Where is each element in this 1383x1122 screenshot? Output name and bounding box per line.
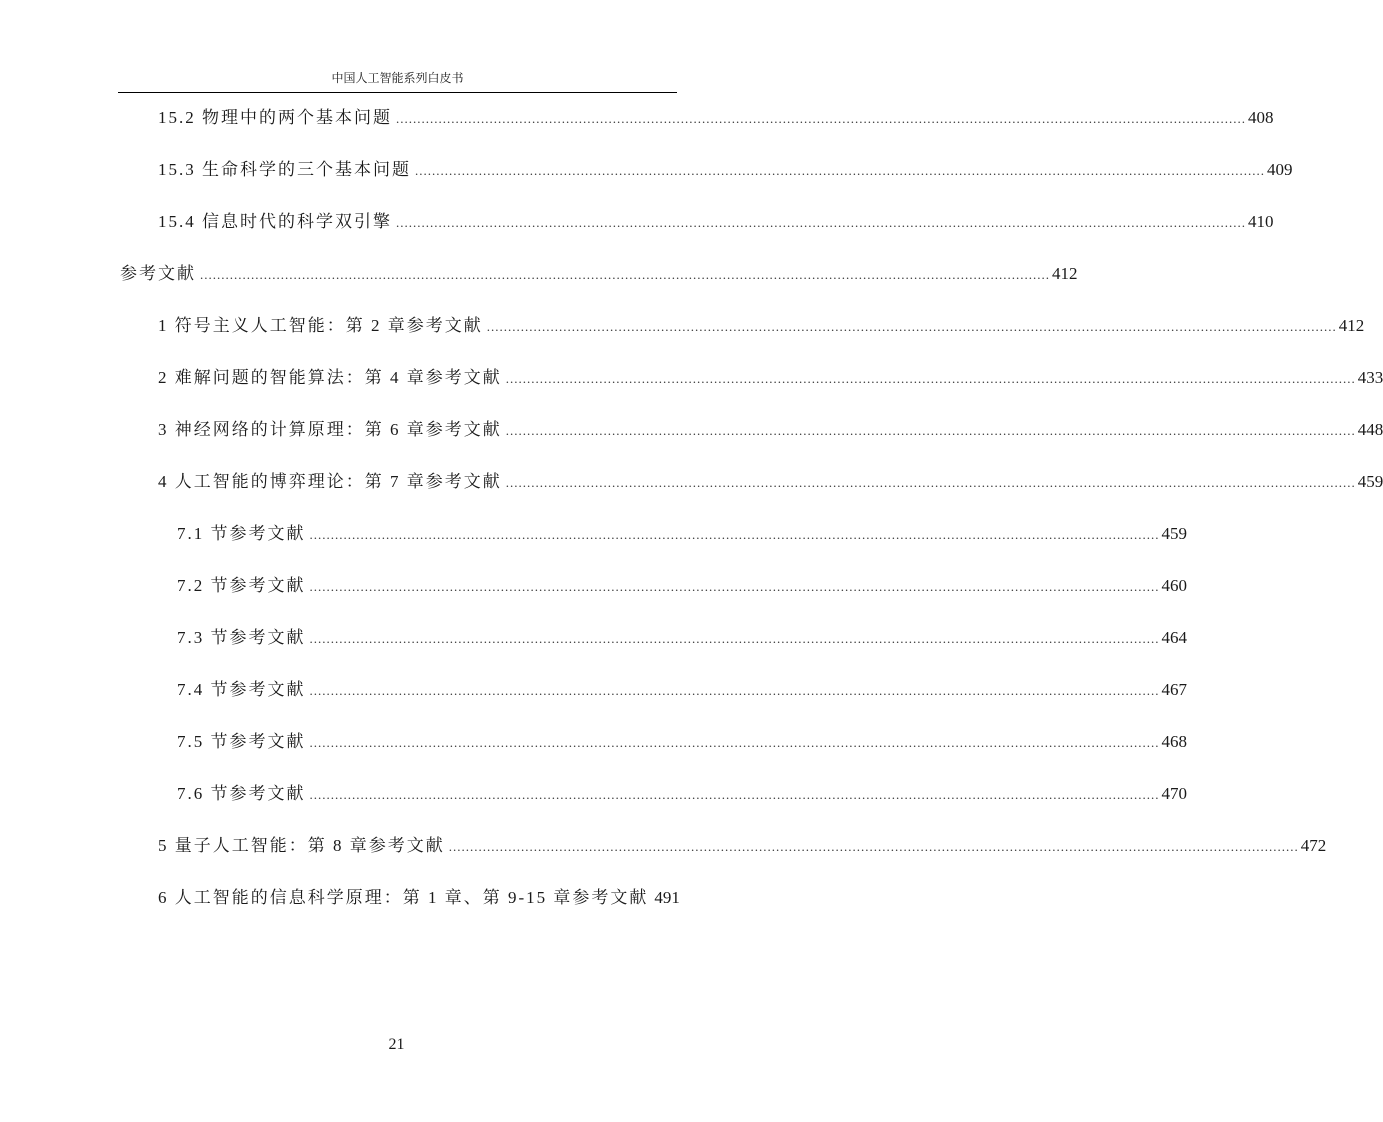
toc-entry-title: 7.4 节参考文献 (177, 680, 306, 699)
toc-entry[interactable] (158, 365, 1383, 391)
toc-entry[interactable] (177, 625, 1187, 651)
toc-entry-page: 409 (1267, 160, 1293, 179)
toc-entry-page: 410 (1248, 212, 1274, 231)
toc-entry[interactable] (177, 677, 1187, 703)
toc-entry-title: 7.5 节参考文献 (177, 732, 306, 751)
dot-leader: ........................................................................................................................................................................................................ (200, 267, 1050, 282)
dot-leader: ........................................................................................................................................................................................................ (309, 735, 1160, 750)
toc-entry-page: 472 (1300, 836, 1327, 855)
toc-entry-page: 448 (1357, 420, 1383, 439)
toc-entry-title: 15.2 物理中的两个基本问题 (158, 108, 392, 127)
dot-leader: ........................................................................................................................................................................................................ (309, 787, 1160, 802)
toc-entry-page: 470 (1161, 784, 1187, 803)
dot-leader: ........................................................................................................................................................................................................ (505, 475, 1356, 490)
toc-entry[interactable] (158, 833, 1327, 859)
toc-entry-title: 参考文献 (120, 264, 196, 283)
dot-leader: ........................................................................................................................................................................................................ (505, 371, 1356, 386)
dot-leader: ........................................................................................................................................................................................................ (396, 111, 1246, 126)
dot-leader: ........................................................................................................................................................................................................ (415, 163, 1265, 178)
dot-leader: ........................................................................................................................................................................................................ (309, 683, 1160, 698)
toc-entry[interactable] (158, 469, 1383, 495)
toc-entry[interactable] (158, 157, 1293, 183)
toc-entry-title: 7.1 节参考文献 (177, 524, 306, 543)
dot-leader: ........................................................................................................................................................................................................ (505, 423, 1356, 438)
toc-entry-page: 464 (1161, 628, 1187, 647)
toc-entry[interactable] (158, 885, 680, 911)
toc-entry-page: 408 (1248, 108, 1274, 127)
toc-entry-title: 7.3 节参考文献 (177, 628, 306, 647)
toc-entry-title: 3 神经网络的计算原理：第 6 章参考文献 (158, 420, 502, 439)
toc-entry-page: 467 (1161, 680, 1187, 699)
toc-entry-page: 491 (654, 888, 680, 907)
dot-leader: ........................................................................................................................................................................................................ (396, 215, 1246, 230)
toc-entry[interactable] (158, 105, 1274, 131)
toc-entry[interactable] (177, 573, 1187, 599)
dot-leader: ........................................................................................................................................................................................................ (448, 839, 1299, 854)
toc-entry-page: 459 (1357, 472, 1383, 491)
toc-entry[interactable] (177, 521, 1187, 547)
toc-entry[interactable] (158, 417, 1383, 443)
toc-entry-page: 412 (1052, 264, 1078, 283)
toc-entry-page: 412 (1338, 316, 1365, 335)
toc-entry-title: 1 符号主义人工智能：第 2 章参考文献 (158, 316, 483, 335)
toc-entry-title: 2 难解问题的智能算法：第 4 章参考文献 (158, 368, 502, 387)
toc-entry-page: 459 (1161, 524, 1187, 543)
dot-leader: ........................................................................................................................................................................................................ (309, 579, 1160, 594)
toc-entry-title: 4 人工智能的博弈理论：第 7 章参考文献 (158, 472, 502, 491)
toc-entry-title: 7.2 节参考文献 (177, 576, 306, 595)
running-header: 中国人工智能系列白皮书 (331, 71, 464, 85)
toc-entry-page: 468 (1161, 732, 1187, 751)
toc-entry-title: 15.3 生命科学的三个基本问题 (158, 160, 411, 179)
toc-entry[interactable] (120, 261, 1078, 287)
toc-entry-title: 15.4 信息时代的科学双引擎 (158, 212, 392, 231)
toc-entry-title: 5 量子人工智能：第 8 章参考文献 (158, 836, 445, 855)
dot-leader: ........................................................................................................................................................................................................ (309, 631, 1160, 646)
toc-entry[interactable] (158, 209, 1274, 235)
dot-leader: ........................................................................................................................................................................................................ (486, 319, 1337, 334)
toc-entry-page: 460 (1161, 576, 1187, 595)
toc-entry[interactable] (177, 729, 1187, 755)
toc-entry[interactable] (158, 313, 1365, 339)
toc-entry-title: 6 人工智能的信息科学原理：第 1 章、第 9-15 章参考文献 (158, 888, 649, 907)
toc-entry-title: 7.6 节参考文献 (177, 784, 306, 803)
toc-entry[interactable] (177, 781, 1187, 807)
page-number: 21 (388, 1036, 405, 1053)
dot-leader: ........................................................................................................................................................................................................ (309, 527, 1160, 542)
toc-entry-page: 433 (1357, 368, 1383, 387)
